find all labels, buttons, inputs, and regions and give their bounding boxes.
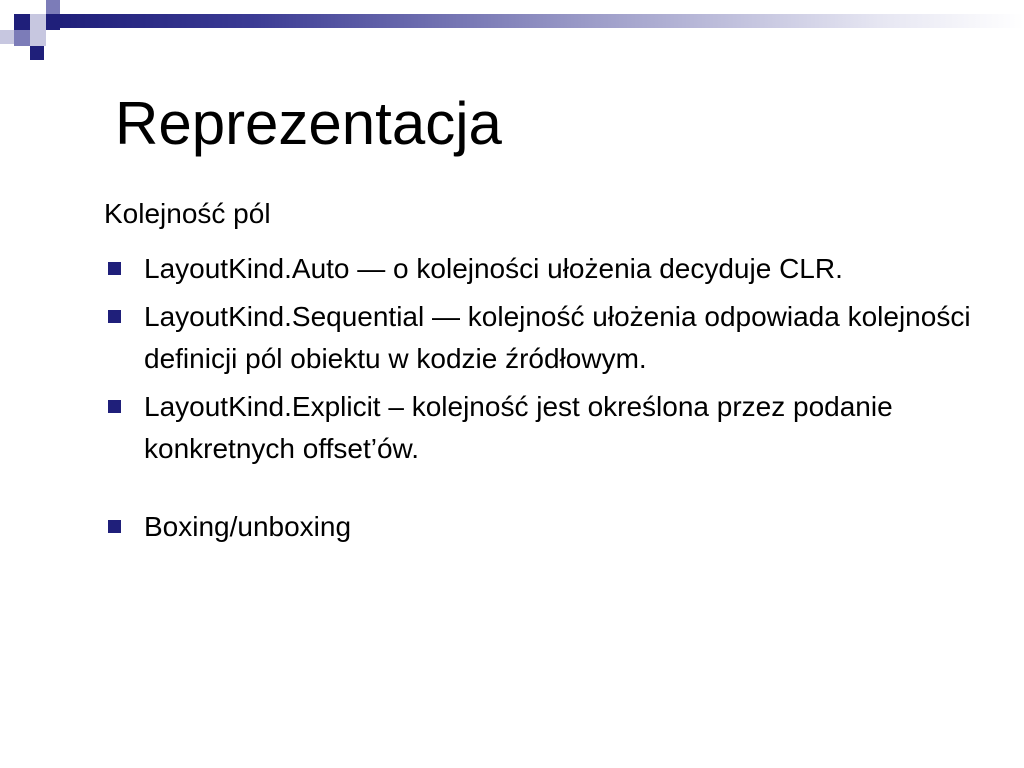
square-bullet-icon [108, 262, 121, 275]
square-bullet-icon [108, 520, 121, 533]
slide-title: Reprezentacja [115, 90, 502, 158]
decorative-square-icon [30, 14, 46, 30]
bullet-item [104, 296, 1004, 380]
decorative-square-icon [0, 30, 14, 44]
slide-subheading: Kolejność pól [104, 198, 271, 229]
bullet-item [104, 248, 1004, 290]
decorative-square-icon [46, 0, 60, 14]
bullet-text: LayoutKind.Explicit – kolejność jest określona przez podanie konkretnych offset’ów. [144, 391, 893, 464]
decorative-square-icon [46, 14, 60, 30]
decorative-square-icon [14, 30, 30, 46]
decorative-square-icon [14, 14, 30, 30]
bullet-list [104, 248, 1004, 554]
bullet-text: Boxing/unboxing [144, 511, 352, 542]
bullet-text: LayoutKind.Sequential — kolejność ułożenia odpowiada kolejności definicji pól obiektu w kodzie źródłowym. [144, 301, 971, 374]
bullet-text: LayoutKind.Auto — o kolejności ułożenia decyduje CLR. [144, 253, 843, 284]
square-bullet-icon [108, 310, 121, 323]
bullet-item [104, 506, 1004, 548]
square-bullet-icon [108, 400, 121, 413]
top-decorative-band [60, 14, 1024, 28]
decorative-square-icon [30, 46, 44, 60]
bullet-item [104, 386, 1004, 470]
decorative-square-icon [30, 30, 46, 46]
